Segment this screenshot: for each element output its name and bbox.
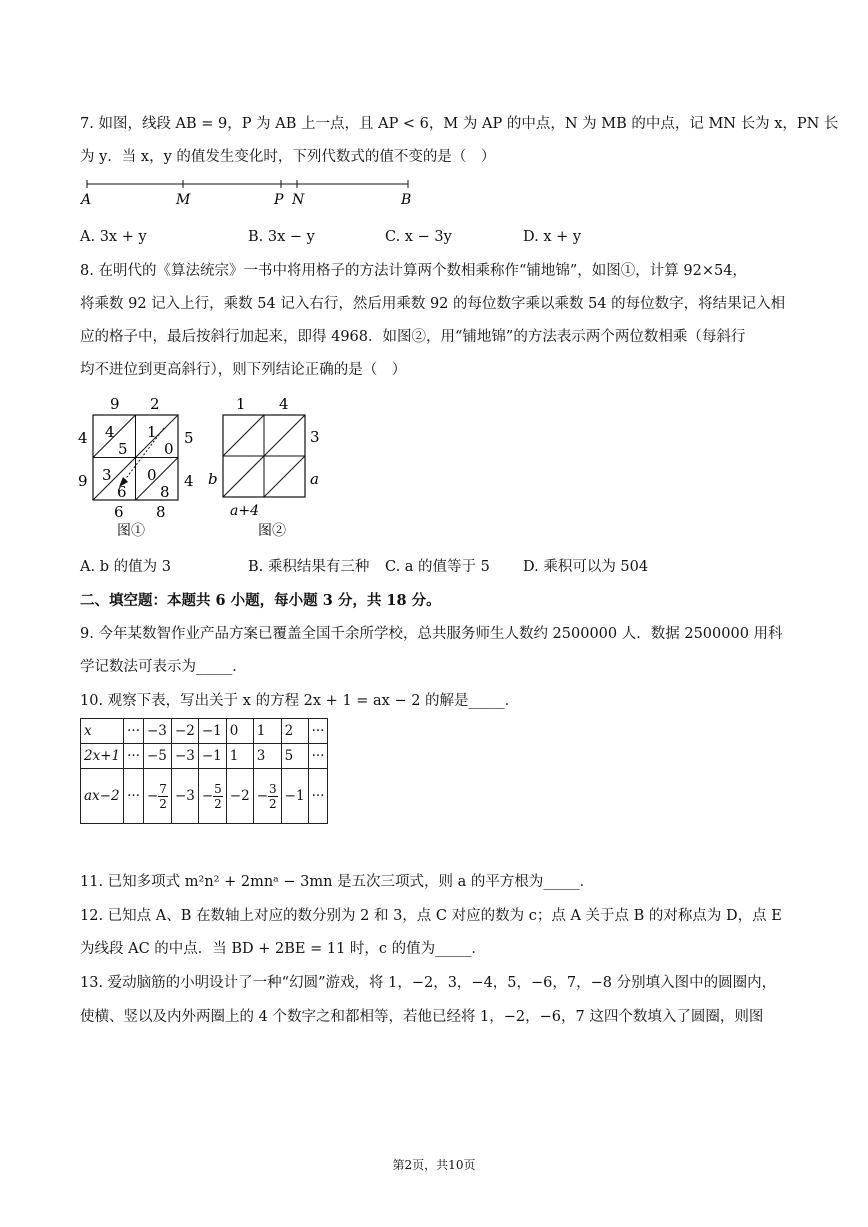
section-2-heading: 二、填空题：本题共 6 小题，每小题 3 分，共 18 分。 (80, 592, 441, 609)
point-label-n: N (292, 192, 305, 208)
q11-line: 11. 已知多项式 m²n² + 2mnᵃ − 3mn 是五次三项式，则 a 的平方根为_____． (80, 874, 595, 890)
table-cell: ··· (124, 744, 144, 769)
table-cell: 2 (281, 719, 308, 744)
fig1-cell-5: 5 (118, 440, 128, 458)
fig1-cell-1: 1 (147, 423, 157, 441)
table-cell: −3 (171, 744, 198, 769)
point-label-p: P (274, 192, 284, 208)
fig1-bottom-8: 8 (156, 503, 166, 521)
fraction (158, 782, 168, 811)
table-cell: ··· (308, 769, 328, 824)
fig1-bottom-6: 6 (114, 503, 124, 521)
table-cell-frac (198, 769, 226, 824)
q9-line2: 学记数法可表示为_____． (80, 659, 247, 675)
fig1-cell-0a: 0 (164, 440, 174, 458)
point-label-m: M (176, 192, 191, 208)
table-cell: −1 (281, 769, 308, 824)
q8-line1: 8. 在明代的《算法统宗》一书中将用格子的方法计算两个数相乘称作“铺地锦”，如图①，计算 92×54， (80, 263, 747, 279)
table-cell: 3 (253, 744, 281, 769)
fig1-cell-6: 6 (117, 483, 127, 501)
fraction (268, 782, 278, 811)
q7-option-b: B. 3x − y (248, 229, 315, 245)
fig1-right-5: 5 (184, 429, 194, 447)
fig1-cell-3: 3 (102, 466, 112, 484)
q10-line1: 10. 观察下表，写出关于 x 的方程 2x + 1 = ax − 2 的解是_____． (80, 693, 520, 709)
table-cell: −5 (143, 744, 171, 769)
q8-option-d: D. 乘积可以为 504 (523, 559, 649, 575)
table-cell: ··· (308, 719, 328, 744)
numerator: 7 (159, 781, 167, 796)
table-cell: −1 (198, 744, 226, 769)
fig2-right-3: 3 (310, 428, 320, 446)
table-cell: 0 (226, 719, 253, 744)
q9-line1: 9. 今年某数智作业产品方案已覆盖全国千余所学校，总共服务师生人数约 2500000 人．数据 2500000 用科 (80, 626, 783, 642)
table-cell: 1 (253, 719, 281, 744)
table-cell: ··· (124, 719, 144, 744)
table-row-x (81, 719, 328, 744)
q13-line2: 使横、竖以及内外两圈上的 4 个数字之和都相等，若他已经将 1，−2，−6，7 这四个数填入了圆圈，则图 (80, 1009, 764, 1025)
page-footer: 第2页，共10页 (392, 1158, 476, 1172)
numerator: 3 (269, 781, 277, 796)
table-cell: −2 (171, 719, 198, 744)
numerator: 5 (214, 781, 222, 796)
q7-line1: 7. 如图，线段 AB = 9，P 为 AB 上一点，且 AP < 6，M 为 AP 的中点，N 为 MB 的中点，记 MN 长为 x，PN 长 (80, 116, 839, 132)
table-cell: −1 (198, 719, 226, 744)
q7-option-a: A. 3x + y (80, 229, 147, 245)
q8-line4: 均不进位到更高斜行），则下列结论正确的是（ ） (80, 362, 407, 378)
fig1-cell-8: 8 (160, 483, 170, 501)
q8-option-a: A. b 的值为 3 (80, 559, 171, 575)
q7-segment-figure (78, 175, 418, 210)
q12-line2: 为线段 AC 的中点．当 BD + 2BE = 11 时，c 的值为_____． (80, 941, 486, 957)
denominator: 2 (269, 796, 277, 811)
fig1-cell-0b: 0 (147, 466, 157, 484)
fig2-left-b: b (208, 470, 218, 488)
fig2-right-a: a (310, 470, 319, 488)
q8-option-c: C. a 的值等于 5 (385, 559, 490, 575)
table-cell: −3 (171, 769, 198, 824)
q7-option-d: D. x + y (523, 229, 582, 245)
fig1-cell-4: 4 (105, 423, 115, 441)
fig1-left-4: 4 (78, 429, 88, 447)
fig1-top-2: 2 (150, 395, 160, 413)
table-cell-frac (253, 769, 281, 824)
fraction (213, 782, 223, 811)
fig2-caption: 图② (258, 523, 286, 539)
table-cell: x (81, 719, 124, 744)
minus-sign: − (201, 787, 214, 804)
table-row-2x-plus-1 (81, 744, 328, 769)
fig2-bottom-a-plus-4: a+4 (230, 503, 259, 519)
q10-value-table (80, 718, 328, 824)
q8-line3: 应的格子中，最后按斜行加起来，即得 4968．如图②，用“铺地锦”的方法表示两个两位数相乘（每斜行 (80, 329, 746, 345)
q8-figure-1 (70, 393, 200, 543)
table-cell: ax−2 (81, 769, 124, 824)
table-cell: ··· (124, 769, 144, 824)
table-row-ax-minus-2 (81, 769, 328, 824)
point-label-b: B (401, 192, 412, 208)
q8-figure-2 (200, 393, 340, 543)
q12-line1: 12. 已知点 A、B 在数轴上对应的数分别为 2 和 3，点 C 对应的数为 c；点 A 关于点 B 的对称点为 D，点 E (80, 908, 782, 924)
q8-option-b: B. 乘积结果有三种 (248, 559, 370, 575)
table-cell: ··· (308, 744, 328, 769)
table-cell: 1 (226, 744, 253, 769)
fig1-top-9: 9 (110, 395, 120, 413)
q7-line2: 为 y．当 x，y 的值发生变化时，下列代数式的值不变的是（ ） (80, 149, 496, 165)
minus-sign: − (256, 787, 269, 804)
table-cell-frac (143, 769, 171, 824)
q13-line1: 13. 爱动脑筋的小明设计了一种“幻圆”游戏，将 1，−2，3，−4，5，−6，7，−8 分别填入图中的圆圈内， (80, 975, 777, 991)
denominator: 2 (214, 796, 222, 811)
denominator: 2 (159, 796, 167, 811)
table-cell: 2x+1 (81, 744, 124, 769)
table-cell: 5 (281, 744, 308, 769)
q8-line2: 将乘数 92 记入上行，乘数 54 记入右行，然后用乘数 92 的每位数字乘以乘数 54 的每位数字，将结果记入相 (80, 296, 786, 312)
q7-option-c: C. x − 3y (385, 229, 452, 245)
fig2-top-4: 4 (279, 395, 289, 413)
table-cell: −3 (143, 719, 171, 744)
fig1-left-9: 9 (78, 472, 88, 490)
fig1-right-4: 4 (184, 472, 194, 490)
fig2-top-1: 1 (236, 395, 246, 413)
fig1-caption: 图① (117, 523, 145, 539)
table-cell: −2 (226, 769, 253, 824)
minus-sign: − (146, 787, 159, 804)
point-label-a: A (81, 192, 92, 208)
